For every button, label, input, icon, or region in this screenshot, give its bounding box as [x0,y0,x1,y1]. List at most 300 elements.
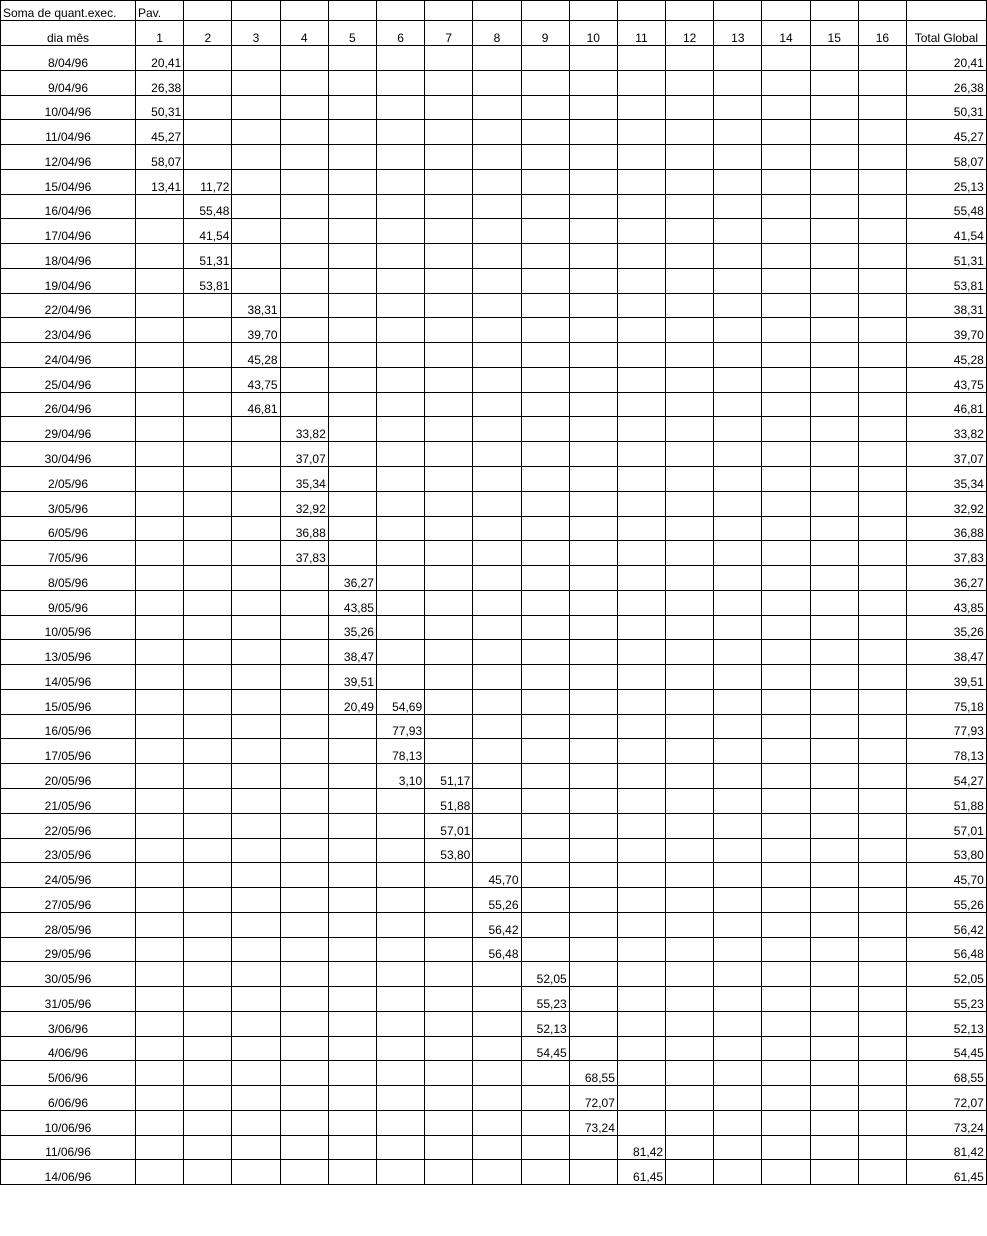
empty-cell [810,788,858,813]
empty-cell [232,1135,280,1160]
row-total: 36,27 [907,566,987,591]
table-row [1,615,987,640]
empty-cell [376,1061,424,1086]
empty-cell [473,987,521,1012]
empty-cell [136,788,184,813]
empty-cell [376,590,424,615]
empty-cell [810,120,858,145]
empty-cell [666,1135,714,1160]
table-row [1,1011,987,1036]
empty-cell [232,764,280,789]
empty-cell [810,367,858,392]
empty-cell [762,1011,810,1036]
empty-cell [762,689,810,714]
empty-cell [425,70,473,95]
empty-cell [569,1160,617,1185]
row-date: 28/05/96 [1,912,136,937]
empty-cell [473,1110,521,1135]
empty-cell [569,987,617,1012]
empty-cell [521,912,569,937]
empty-cell [328,1086,376,1111]
empty-cell [280,367,328,392]
empty-cell [617,268,665,293]
empty-cell [714,714,762,739]
empty-cell [425,962,473,987]
column-header-14: 14 [762,21,810,46]
empty-cell [762,367,810,392]
empty-cell [858,343,906,368]
empty-cell [376,70,424,95]
table-row [1,640,987,665]
empty-cell [184,1160,232,1185]
empty-cell [569,442,617,467]
empty-cell [376,863,424,888]
empty-cell [521,1061,569,1086]
empty-cell [184,962,232,987]
empty-cell [714,219,762,244]
empty-cell [714,912,762,937]
empty-cell [136,1086,184,1111]
empty-cell [184,912,232,937]
empty-cell [666,219,714,244]
empty-cell [810,640,858,665]
empty-cell [617,318,665,343]
empty-cell [521,1086,569,1111]
empty-cell [232,516,280,541]
header-row-2 [1,21,987,46]
empty-cell [136,1110,184,1135]
empty-cell [617,392,665,417]
empty-cell [376,912,424,937]
empty-cell [858,1135,906,1160]
empty-cell [666,169,714,194]
empty-cell [184,367,232,392]
empty-cell [762,194,810,219]
row-total: 51,31 [907,244,987,269]
empty-cell [328,714,376,739]
empty-cell [376,318,424,343]
empty-cell [473,541,521,566]
empty-cell [858,1160,906,1185]
empty-cell [184,70,232,95]
empty-cell [184,95,232,120]
empty-cell [521,318,569,343]
empty-cell [473,714,521,739]
empty-cell [714,1011,762,1036]
empty-cell [425,1036,473,1061]
empty-cell [328,194,376,219]
header-blank [184,1,232,21]
row-total: 39,70 [907,318,987,343]
empty-cell [136,640,184,665]
empty-cell [280,1086,328,1111]
empty-cell [714,268,762,293]
empty-cell [666,838,714,863]
empty-cell [858,417,906,442]
row-date: 24/05/96 [1,863,136,888]
empty-cell [280,1061,328,1086]
value-cell: 54,45 [521,1036,569,1061]
value-cell: 51,17 [425,764,473,789]
row-total: 50,31 [907,95,987,120]
empty-cell [569,739,617,764]
empty-cell [521,516,569,541]
empty-cell [714,392,762,417]
empty-cell [425,1110,473,1135]
table-row [1,1036,987,1061]
empty-cell [810,145,858,170]
empty-cell [569,70,617,95]
empty-cell [473,1036,521,1061]
empty-cell [810,442,858,467]
empty-cell [521,145,569,170]
empty-cell [184,813,232,838]
row-date: 10/05/96 [1,615,136,640]
row-total: 78,13 [907,739,987,764]
empty-cell [473,491,521,516]
empty-cell [473,417,521,442]
row-date: 22/05/96 [1,813,136,838]
row-date: 20/05/96 [1,764,136,789]
table-row [1,268,987,293]
empty-cell [184,689,232,714]
row-date: 15/04/96 [1,169,136,194]
row-total: 54,27 [907,764,987,789]
empty-cell [762,665,810,690]
column-header-6: 6 [376,21,424,46]
empty-cell [328,764,376,789]
empty-cell [666,491,714,516]
empty-cell [280,343,328,368]
empty-cell [280,1110,328,1135]
empty-cell [714,1160,762,1185]
empty-cell [714,442,762,467]
row-total: 58,07 [907,145,987,170]
empty-cell [280,788,328,813]
row-total: 55,48 [907,194,987,219]
column-header-7: 7 [425,21,473,46]
empty-cell [521,244,569,269]
empty-cell [328,392,376,417]
empty-cell [569,863,617,888]
empty-cell [376,293,424,318]
pivot-body [1,1,987,1185]
empty-cell [666,714,714,739]
empty-cell [617,912,665,937]
empty-cell [376,491,424,516]
empty-cell [714,1036,762,1061]
empty-cell [425,689,473,714]
empty-cell [521,268,569,293]
empty-cell [328,912,376,937]
empty-cell [184,788,232,813]
row-total: 72,07 [907,1086,987,1111]
empty-cell [666,442,714,467]
empty-cell [425,442,473,467]
empty-cell [280,46,328,71]
empty-cell [714,566,762,591]
empty-cell [136,343,184,368]
empty-cell [714,95,762,120]
empty-cell [714,417,762,442]
empty-cell [569,813,617,838]
empty-cell [810,95,858,120]
empty-cell [858,95,906,120]
empty-cell [473,46,521,71]
empty-cell [714,813,762,838]
table-row [1,120,987,145]
row-date: 22/04/96 [1,293,136,318]
row-total: 38,47 [907,640,987,665]
empty-cell [858,788,906,813]
column-header-1: 1 [136,21,184,46]
empty-cell [858,888,906,913]
empty-cell [184,442,232,467]
empty-cell [617,95,665,120]
value-cell: 45,70 [473,863,521,888]
row-date: 5/06/96 [1,1061,136,1086]
empty-cell [280,739,328,764]
row-total: 26,38 [907,70,987,95]
empty-cell [858,1061,906,1086]
column-header-11: 11 [617,21,665,46]
column-header-16: 16 [858,21,906,46]
empty-cell [666,95,714,120]
empty-cell [184,590,232,615]
empty-cell [521,417,569,442]
column-header-13: 13 [714,21,762,46]
empty-cell [425,392,473,417]
empty-cell [328,788,376,813]
empty-cell [376,145,424,170]
empty-cell [714,788,762,813]
empty-cell [617,1036,665,1061]
empty-cell [762,1160,810,1185]
empty-cell [762,1036,810,1061]
empty-cell [376,1036,424,1061]
empty-cell [714,615,762,640]
empty-cell [810,1135,858,1160]
column-header-2: 2 [184,21,232,46]
row-total: 52,13 [907,1011,987,1036]
table-row [1,442,987,467]
empty-cell [617,343,665,368]
empty-cell [376,566,424,591]
empty-cell [617,937,665,962]
empty-cell [473,788,521,813]
row-total: 81,42 [907,1135,987,1160]
value-cell: 55,48 [184,194,232,219]
empty-cell [232,169,280,194]
empty-cell [425,590,473,615]
empty-cell [425,194,473,219]
table-row [1,838,987,863]
empty-cell [666,863,714,888]
empty-cell [376,640,424,665]
empty-cell [666,516,714,541]
value-cell: 36,27 [328,566,376,591]
empty-cell [232,46,280,71]
table-row [1,169,987,194]
row-total: 61,45 [907,1160,987,1185]
empty-cell [280,219,328,244]
table-row [1,714,987,739]
empty-cell [473,244,521,269]
row-date: 26/04/96 [1,392,136,417]
empty-cell [569,392,617,417]
empty-cell [666,417,714,442]
empty-cell [473,665,521,690]
empty-cell [810,244,858,269]
empty-cell [569,95,617,120]
empty-cell [232,1086,280,1111]
empty-cell [328,417,376,442]
empty-cell [184,343,232,368]
empty-cell [810,665,858,690]
empty-cell [762,268,810,293]
empty-cell [762,937,810,962]
empty-cell [858,937,906,962]
empty-cell [136,442,184,467]
empty-cell [328,1061,376,1086]
header-blank [280,1,328,21]
empty-cell [280,244,328,269]
empty-cell [762,590,810,615]
empty-cell [617,145,665,170]
empty-cell [280,318,328,343]
table-row [1,1061,987,1086]
header-blank [858,1,906,21]
empty-cell [858,912,906,937]
empty-cell [425,219,473,244]
row-total: 41,54 [907,219,987,244]
value-cell: 38,31 [232,293,280,318]
empty-cell [762,70,810,95]
empty-cell [473,343,521,368]
empty-cell [328,1011,376,1036]
value-cell: 39,70 [232,318,280,343]
empty-cell [184,1110,232,1135]
empty-cell [858,1011,906,1036]
empty-cell [762,46,810,71]
empty-cell [136,937,184,962]
empty-cell [280,764,328,789]
empty-cell [376,937,424,962]
value-cell: 46,81 [232,392,280,417]
empty-cell [376,987,424,1012]
empty-cell [858,590,906,615]
empty-cell [376,541,424,566]
empty-cell [136,1135,184,1160]
value-cell: 37,83 [280,541,328,566]
row-date: 2/05/96 [1,467,136,492]
value-cell: 13,41 [136,169,184,194]
table-row [1,70,987,95]
row-date: 10/04/96 [1,95,136,120]
empty-cell [617,863,665,888]
empty-cell [473,70,521,95]
empty-cell [858,442,906,467]
header-blank [328,1,376,21]
empty-cell [569,1036,617,1061]
empty-cell [280,566,328,591]
empty-cell [569,541,617,566]
empty-cell [232,491,280,516]
empty-cell [762,1110,810,1135]
empty-cell [858,1086,906,1111]
empty-cell [666,46,714,71]
empty-cell [569,244,617,269]
empty-cell [376,888,424,913]
empty-cell [232,1160,280,1185]
empty-cell [858,268,906,293]
empty-cell [376,788,424,813]
empty-cell [184,293,232,318]
empty-cell [521,689,569,714]
header-blank [666,1,714,21]
column-header-5: 5 [328,21,376,46]
empty-cell [858,987,906,1012]
empty-cell [136,912,184,937]
empty-cell [232,714,280,739]
empty-cell [810,1061,858,1086]
empty-cell [569,689,617,714]
value-cell: 45,27 [136,120,184,145]
value-cell: 36,88 [280,516,328,541]
table-row [1,516,987,541]
row-date: 18/04/96 [1,244,136,269]
empty-cell [810,566,858,591]
empty-cell [762,1086,810,1111]
empty-cell [376,392,424,417]
empty-cell [473,590,521,615]
empty-cell [521,566,569,591]
empty-cell [666,70,714,95]
empty-cell [232,1011,280,1036]
empty-cell [425,1061,473,1086]
empty-cell [714,1086,762,1111]
empty-cell [425,888,473,913]
empty-cell [810,739,858,764]
empty-cell [666,1061,714,1086]
empty-cell [280,1036,328,1061]
empty-cell [136,1160,184,1185]
empty-cell [425,1011,473,1036]
empty-cell [714,1061,762,1086]
empty-cell [280,665,328,690]
empty-cell [425,318,473,343]
empty-cell [425,1135,473,1160]
table-row [1,888,987,913]
value-cell: 61,45 [617,1160,665,1185]
empty-cell [232,615,280,640]
empty-cell [232,1061,280,1086]
value-cell: 26,38 [136,70,184,95]
row-date: 4/06/96 [1,1036,136,1061]
empty-cell [666,268,714,293]
empty-cell [569,640,617,665]
empty-cell [280,962,328,987]
table-row [1,417,987,442]
empty-cell [617,788,665,813]
empty-cell [328,219,376,244]
empty-cell [858,318,906,343]
empty-cell [762,962,810,987]
value-cell: 81,42 [617,1135,665,1160]
empty-cell [280,590,328,615]
empty-cell [858,392,906,417]
empty-cell [521,1160,569,1185]
